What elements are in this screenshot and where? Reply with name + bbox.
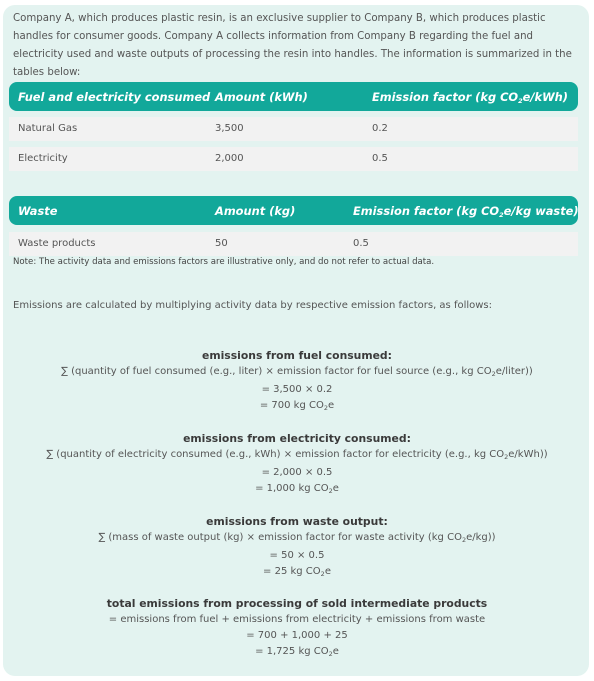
total-calculation <box>0 595 594 662</box>
emission-factor-col-header: Emission factor (kg $CO_2e/kWh$) <box>372 90 568 105</box>
electricity-calc-step: = 2,000 × 0.5 <box>261 467 333 478</box>
cell-amount: 3,500 <box>215 123 244 134</box>
table-row <box>9 147 578 171</box>
fuel-calc-heading: emissions from fuel consumed: <box>202 349 392 362</box>
intro-paragraph: Company A, which produces plastic resin, is an exclusive supplier to Company B, which produces plastic handles for consumer goods. Company A collects information from Company B regarding the fuel and electricity used and waste outputs of processing the resin into handles. The information is summarized in the tables below: <box>13 13 572 78</box>
table-row <box>9 117 578 141</box>
cell-amount: 50 <box>215 238 228 249</box>
total-calc-formula: = emissions from fuel + emissions from electricity + emissions from waste <box>108 614 486 625</box>
electricity-calculation <box>0 430 594 499</box>
waste-calc-result: = 25 kg $CO_2e$ <box>263 566 331 578</box>
waste-calc-step: = 50 × 0.5 <box>269 550 325 561</box>
cell-factor: 0.5 <box>353 238 369 249</box>
waste-col-header: Waste <box>18 204 58 218</box>
waste-table-header <box>9 196 578 225</box>
fuel-calc-step: = 3,500 × 0.2 <box>261 384 333 395</box>
fuel-calculation <box>0 347 594 416</box>
cell-factor: 0.5 <box>372 153 388 164</box>
cell-factor: 0.2 <box>372 123 388 134</box>
waste-calc-formula: ∑ (mass of waste output (kg) × emission factor for waste activity (kg $CO_2e/kg$)) <box>98 532 496 544</box>
fuel-table-header <box>9 82 578 111</box>
cell-source: Waste products <box>18 238 96 249</box>
amount-col-header: Amount (kWh) <box>215 90 308 104</box>
electricity-calc-heading: emissions from electricity consumed: <box>183 432 411 445</box>
total-calc-step: = 700 + 1,000 + 25 <box>246 630 348 641</box>
electricity-calc-formula: ∑ (quantity of electricity consumed (e.g., kWh) × emission factor for electricity (e.g., kg $CO_2e/kWh$)) <box>46 449 548 461</box>
fuel-table <box>9 82 578 171</box>
table-row <box>9 232 578 256</box>
cell-source: Electricity <box>18 153 68 164</box>
fuel-calc-formula: ∑ (quantity of fuel consumed (e.g., liter) × emission factor for fuel source (e.g., kg $CO_2e/liter$)) <box>61 366 533 378</box>
cell-source: Natural Gas <box>18 123 78 134</box>
total-calc-result: = 1,725 kg $CO_2e$ <box>255 646 339 658</box>
note-text: Note: The activity data and emissions factors are illustrative only, and do not refer to actual data. <box>13 257 435 267</box>
waste-table <box>9 196 578 256</box>
cell-amount: 2,000 <box>215 153 244 164</box>
waste-calculation <box>0 513 594 582</box>
electricity-calc-result: = 1,000 kg $CO_2e$ <box>255 483 339 495</box>
fuel-calc-result: = 700 kg $CO_2e$ <box>259 400 335 412</box>
waste-calc-heading: emissions from waste output: <box>206 515 388 528</box>
amount-col-header: Amount (kg) <box>215 204 296 218</box>
fuel-col-header: Fuel and electricity consumed <box>18 90 211 104</box>
total-calc-heading: total emissions from processing of sold intermediate products <box>106 597 488 610</box>
calc-intro-text: Emissions are calculated by multiplying activity data by respective emission factors, as follows: <box>13 300 493 311</box>
emission-factor-col-header: Emission factor (kg $CO_2e/kg$ waste) <box>353 204 579 219</box>
